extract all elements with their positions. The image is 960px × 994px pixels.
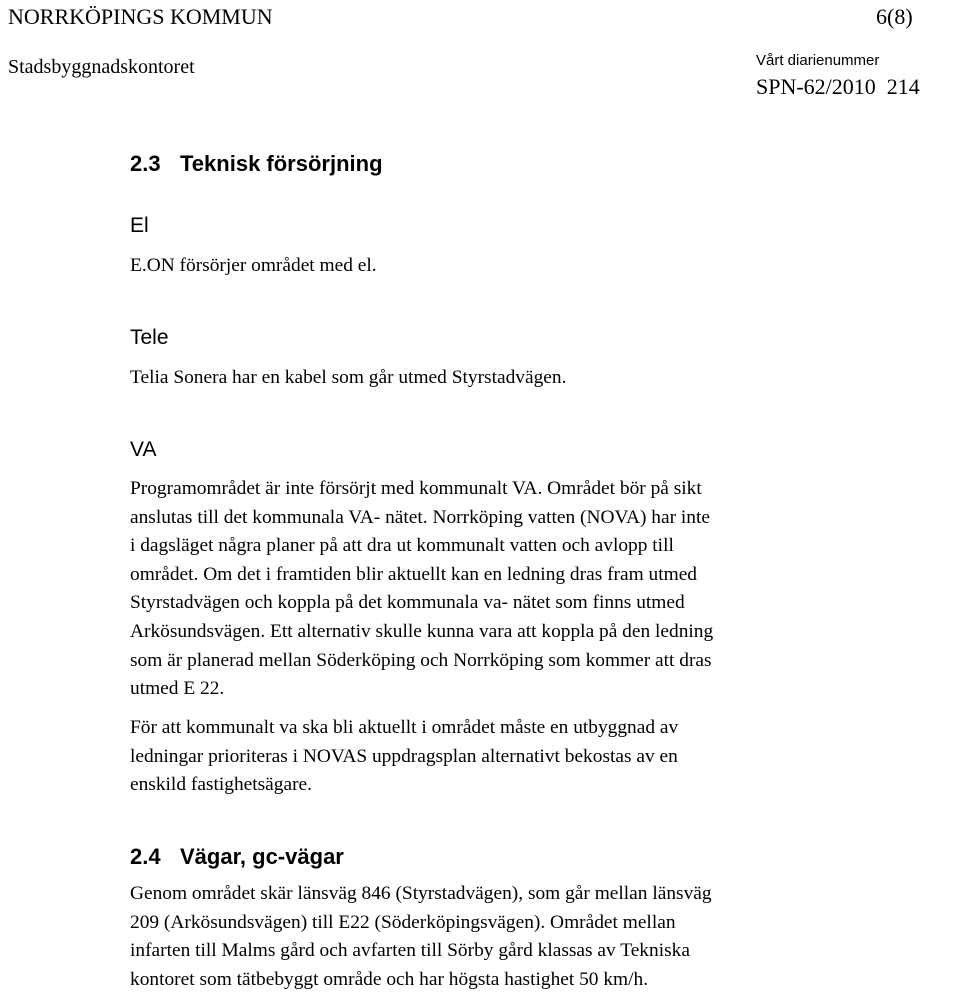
reference-label: Vårt diarienummer (756, 52, 880, 69)
text-line: som är planerad mellan Söderköping och Norrköping som kommer att dras (130, 649, 712, 671)
reference-number (756, 74, 920, 100)
paragraph-roads (130, 880, 930, 994)
page-number: 6(8) (876, 4, 913, 29)
text-line: utmed E 22. (130, 678, 225, 700)
text-line: anslutas till det kommunala VA- nätet. Norrköping vatten (NOVA) har inte (130, 506, 710, 528)
subheading-tele: Tele (130, 326, 169, 349)
text-line: ledningar prioriteras i NOVAS uppdragsplan alternativt bekostas av en (130, 745, 678, 767)
subheading-el: El (130, 214, 149, 237)
text-line: E.ON försörjer området med el. (130, 255, 377, 276)
section-number: 2.4 (130, 844, 161, 869)
subheading-va: VA (130, 438, 157, 461)
paragraph-va-2 (130, 714, 930, 800)
text-line: området. Om det i framtiden blir aktuellt kan en ledning dras fram utmed (130, 563, 698, 585)
paragraph-tele (130, 364, 930, 393)
text-line: Programområdet är inte försörjt med kommunalt VA. Området bör på sikt (130, 478, 702, 499)
section-title: Vägar, gc-vägar (180, 844, 344, 869)
text-line: För att kommunalt va ska bli aktuellt i området måste en utbyggnad av (130, 717, 679, 738)
text-line: Arkösundsvägen. Ett alternativ skulle kunna vara att koppla på den ledning (130, 620, 714, 642)
text-line: Styrstadvägen och koppla på det kommunala va- nätet som finns utmed (130, 592, 685, 614)
reference-number-suffix: 214 (886, 74, 920, 99)
section-heading-2-3 (130, 151, 383, 177)
department-name: Stadsbyggnadskontoret (8, 56, 195, 78)
text-line: infarten till Malms gård och avfarten till Sörby gård klassas av Tekniska (130, 940, 690, 962)
text-line: i dagsläget några planer på att dra ut kommunalt vatten och avlopp till (130, 535, 674, 557)
text-line: Telia Sonera har en kabel som går utmed Styrstadvägen. (130, 367, 567, 388)
paragraph-el (130, 252, 930, 281)
text-line: 209 (Arkösundsvägen) till E22 (Söderköpingsvägen). Området mellan (130, 911, 676, 933)
text-line: kontoret som tätbebyggt område och har högsta hastighet 50 km/h. (130, 968, 649, 990)
paragraph-va-1 (130, 475, 930, 704)
organization-name: NORRKÖPINGS KOMMUN (8, 4, 273, 29)
section-number: 2.3 (130, 151, 161, 176)
text-line: Genom området skär länsväg 846 (Styrstadvägen), som går mellan länsväg (130, 883, 712, 904)
reference-number-main: SPN-62/2010 (756, 74, 876, 99)
section-heading-2-4 (130, 844, 344, 870)
section-title: Teknisk försörjning (180, 151, 383, 176)
text-line: enskild fastighetsägare. (130, 774, 312, 796)
